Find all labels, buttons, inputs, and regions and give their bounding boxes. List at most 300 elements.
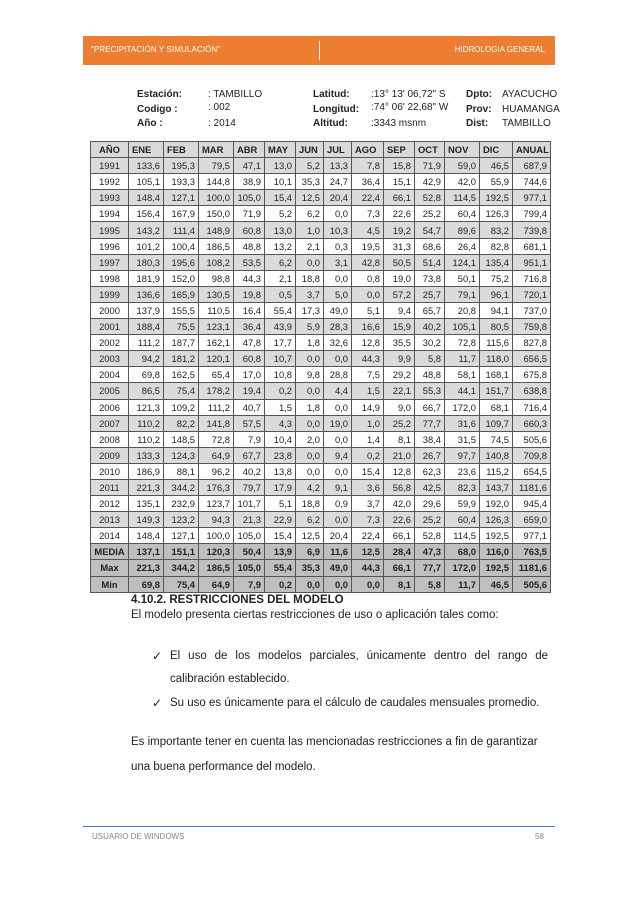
value-cell: 716,8 <box>513 270 551 286</box>
value-cell: 124,3 <box>164 447 199 463</box>
value-cell: 71,9 <box>234 206 265 222</box>
column-header: DIC <box>480 142 513 158</box>
value-cell: 12,8 <box>384 463 415 479</box>
value-cell: 0,0 <box>324 399 352 415</box>
stat-label-cell: Min <box>91 576 129 592</box>
value-cell: 0,0 <box>324 270 352 286</box>
value-cell: 46,5 <box>480 158 513 174</box>
footer-author: USUARIO DE WINDOWS <box>92 832 185 841</box>
value-cell: 143,2 <box>129 222 164 238</box>
value-cell: 22,4 <box>352 528 384 544</box>
value-cell: 98,8 <box>199 270 234 286</box>
value-cell: 25,7 <box>415 286 445 302</box>
year-cell: 2004 <box>91 367 129 383</box>
bullet-1-line-2: calibración establecido. <box>170 673 290 685</box>
table-header-row <box>91 142 551 158</box>
footer-divider <box>83 826 555 827</box>
year-cell: 1998 <box>91 270 129 286</box>
value-cell: 0,0 <box>296 383 324 399</box>
stat-value-cell: 120,3 <box>199 544 234 560</box>
stat-value-cell: 344,2 <box>164 560 199 576</box>
value-cell: 5,1 <box>265 496 296 512</box>
value-cell: 115,6 <box>480 335 513 351</box>
value-cell: 97,7 <box>445 447 480 463</box>
column-header: AGO <box>352 142 384 158</box>
value-cell: 187,7 <box>164 335 199 351</box>
value-cell: 1,4 <box>352 431 384 447</box>
prov-label: Prov: <box>466 104 492 115</box>
section-intro: El modelo presenta ciertas restricciones de uso o aplicación tales como: <box>131 609 499 621</box>
bullet-1-line-1: El uso de los modelos parciales, únicamente dentro del rango de <box>170 650 548 662</box>
value-cell: 155,5 <box>164 302 199 318</box>
value-cell: 114,5 <box>445 528 480 544</box>
value-cell: 66,1 <box>384 528 415 544</box>
stats-row <box>91 576 551 592</box>
value-cell: 105,0 <box>234 190 265 206</box>
value-cell: 0,0 <box>296 351 324 367</box>
value-cell: 17,3 <box>296 302 324 318</box>
value-cell: 22,6 <box>384 512 415 528</box>
value-cell: 9,1 <box>324 479 352 495</box>
stat-value-cell: 44,3 <box>352 560 384 576</box>
year-cell: 2009 <box>91 447 129 463</box>
stat-value-cell: 5,8 <box>415 576 445 592</box>
value-cell: 709,8 <box>513 447 551 463</box>
value-cell: 6,2 <box>296 206 324 222</box>
value-cell: 0,0 <box>324 351 352 367</box>
precipitation-table <box>90 141 551 593</box>
stat-value-cell: 13,9 <box>265 544 296 560</box>
closing-line-2: una buena performance del modelo. <box>131 761 316 773</box>
value-cell: 0,9 <box>324 496 352 512</box>
value-cell: 111,2 <box>199 399 234 415</box>
value-cell: 82,8 <box>480 238 513 254</box>
value-cell: 47,8 <box>234 335 265 351</box>
value-cell: 136,6 <box>129 286 164 302</box>
value-cell: 9,4 <box>384 302 415 318</box>
stat-value-cell: 6,9 <box>296 544 324 560</box>
value-cell: 0,0 <box>296 447 324 463</box>
stat-value-cell: 1181,6 <box>513 560 551 576</box>
table-row <box>91 319 551 335</box>
value-cell: 186,9 <box>129 463 164 479</box>
value-cell: 17,0 <box>234 367 265 383</box>
year-cell: 1993 <box>91 190 129 206</box>
value-cell: 148,5 <box>164 431 199 447</box>
value-cell: 0,0 <box>296 254 324 270</box>
codigo-label: Codigo : <box>137 104 178 115</box>
value-cell: 2,1 <box>265 270 296 286</box>
page-header <box>83 36 555 65</box>
header-title-right: HIDROLOGIA GENERAL <box>454 45 545 54</box>
dpto-label: Dpto: <box>466 89 493 100</box>
value-cell: 22,4 <box>352 190 384 206</box>
value-cell: 0,2 <box>352 447 384 463</box>
value-cell: 114,5 <box>445 190 480 206</box>
estacion-value: : TAMBILLO <box>208 89 263 100</box>
value-cell: 96,1 <box>480 286 513 302</box>
value-cell: 123,7 <box>199 496 234 512</box>
value-cell: 15,4 <box>265 190 296 206</box>
value-cell: 94,3 <box>199 512 234 528</box>
value-cell: 21,3 <box>234 512 265 528</box>
year-cell: 1995 <box>91 222 129 238</box>
value-cell: 60,8 <box>234 351 265 367</box>
value-cell: 57,5 <box>234 415 265 431</box>
value-cell: 75,5 <box>164 319 199 335</box>
value-cell: 675,8 <box>513 367 551 383</box>
stat-value-cell: 12,5 <box>352 544 384 560</box>
value-cell: 13,8 <box>265 463 296 479</box>
stat-value-cell: 192,5 <box>480 560 513 576</box>
value-cell: 16,6 <box>352 319 384 335</box>
value-cell: 659,0 <box>513 512 551 528</box>
value-cell: 167,9 <box>164 206 199 222</box>
value-cell: 111,2 <box>129 335 164 351</box>
value-cell: 799,4 <box>513 206 551 222</box>
table-row <box>91 512 551 528</box>
value-cell: 36,4 <box>352 174 384 190</box>
stat-value-cell: 64,9 <box>199 576 234 592</box>
value-cell: 57,2 <box>384 286 415 302</box>
value-cell: 13,2 <box>265 238 296 254</box>
dpto-value: AYACUCHO <box>502 89 558 100</box>
value-cell: 5,9 <box>296 319 324 335</box>
value-cell: 71,9 <box>415 158 445 174</box>
value-cell: 124,1 <box>445 254 480 270</box>
estacion-label: Estación: <box>137 89 183 100</box>
value-cell: 133,3 <box>129 447 164 463</box>
value-cell: 681,1 <box>513 238 551 254</box>
value-cell: 9,8 <box>296 367 324 383</box>
value-cell: 15,1 <box>384 174 415 190</box>
value-cell: 68,1 <box>480 399 513 415</box>
value-cell: 31,6 <box>445 415 480 431</box>
value-cell: 162,5 <box>164 367 199 383</box>
value-cell: 12,5 <box>296 528 324 544</box>
stat-value-cell: 69,8 <box>129 576 164 592</box>
stat-value-cell: 105,0 <box>234 560 265 576</box>
value-cell: 10,1 <box>265 174 296 190</box>
value-cell: 135,4 <box>480 254 513 270</box>
value-cell: 759,8 <box>513 319 551 335</box>
value-cell: 52,8 <box>415 190 445 206</box>
stat-value-cell: 35,3 <box>296 560 324 576</box>
stat-value-cell: 7,9 <box>234 576 265 592</box>
altitud-label: Altitud: <box>313 118 348 129</box>
value-cell: 6,2 <box>265 254 296 270</box>
value-cell: 144,8 <box>199 174 234 190</box>
value-cell: 19,5 <box>352 238 384 254</box>
value-cell: 31,3 <box>384 238 415 254</box>
value-cell: 75,2 <box>480 270 513 286</box>
value-cell: 0,3 <box>324 238 352 254</box>
column-header: OCT <box>415 142 445 158</box>
dist-value: TAMBILLO <box>502 118 551 129</box>
value-cell: 23,8 <box>265 447 296 463</box>
value-cell: 115,2 <box>480 463 513 479</box>
value-cell: 65,4 <box>199 367 234 383</box>
bullet-2: Su uso es únicamente para el cálculo de caudales mensuales promedio. <box>170 697 540 709</box>
value-cell: 148,4 <box>129 528 164 544</box>
year-cell: 1997 <box>91 254 129 270</box>
value-cell: 945,4 <box>513 496 551 512</box>
value-cell: 24,7 <box>324 174 352 190</box>
value-cell: 40,7 <box>234 399 265 415</box>
value-cell: 3,1 <box>324 254 352 270</box>
stats-row <box>91 544 551 560</box>
stat-value-cell: 28,4 <box>384 544 415 560</box>
value-cell: 110,5 <box>199 302 234 318</box>
value-cell: 82,3 <box>445 479 480 495</box>
value-cell: 44,1 <box>445 383 480 399</box>
stat-value-cell: 46,5 <box>480 576 513 592</box>
value-cell: 65,7 <box>415 302 445 318</box>
table-row <box>91 415 551 431</box>
value-cell: 654,5 <box>513 463 551 479</box>
value-cell: 42,0 <box>445 174 480 190</box>
value-cell: 29,6 <box>415 496 445 512</box>
value-cell: 83,2 <box>480 222 513 238</box>
value-cell: 181,2 <box>164 351 199 367</box>
value-cell: 25,2 <box>415 512 445 528</box>
column-header: NOV <box>445 142 480 158</box>
year-cell: 2000 <box>91 302 129 318</box>
value-cell: 60,8 <box>234 222 265 238</box>
value-cell: 126,3 <box>480 512 513 528</box>
value-cell: 0,0 <box>324 431 352 447</box>
value-cell: 178,2 <box>199 383 234 399</box>
longitud-label: Longitud: <box>313 104 360 115</box>
check-icon: ✓ <box>152 696 163 710</box>
value-cell: 42,9 <box>415 174 445 190</box>
value-cell: 43,9 <box>265 319 296 335</box>
value-cell: 22,9 <box>265 512 296 528</box>
year-cell: 1992 <box>91 174 129 190</box>
value-cell: 108,2 <box>199 254 234 270</box>
anio-value: : 2014 <box>208 118 236 129</box>
value-cell: 6,2 <box>296 512 324 528</box>
column-header: ANUAL <box>513 142 551 158</box>
value-cell: 94,2 <box>129 351 164 367</box>
value-cell: 193,3 <box>164 174 199 190</box>
value-cell: 737,0 <box>513 302 551 318</box>
value-cell: 2,0 <box>296 431 324 447</box>
value-cell: 54,7 <box>415 222 445 238</box>
stat-value-cell: 11,6 <box>324 544 352 560</box>
value-cell: 51,4 <box>415 254 445 270</box>
anio-label: Año : <box>137 118 163 129</box>
column-header: JUN <box>296 142 324 158</box>
value-cell: 12,5 <box>296 190 324 206</box>
value-cell: 3,6 <box>352 479 384 495</box>
value-cell: 0,0 <box>324 512 352 528</box>
value-cell: 148,9 <box>199 222 234 238</box>
value-cell: 110,2 <box>129 431 164 447</box>
value-cell: 1,8 <box>296 335 324 351</box>
value-cell: 195,6 <box>164 254 199 270</box>
value-cell: 10,3 <box>324 222 352 238</box>
value-cell: 130,5 <box>199 286 234 302</box>
dist-label: Dist: <box>466 118 489 129</box>
stat-value-cell: 116,0 <box>480 544 513 560</box>
value-cell: 1,5 <box>352 383 384 399</box>
stat-label-cell: Max <box>91 560 129 576</box>
value-cell: 660,3 <box>513 415 551 431</box>
value-cell: 18,8 <box>296 270 324 286</box>
value-cell: 5,8 <box>415 351 445 367</box>
value-cell: 55,3 <box>415 383 445 399</box>
value-cell: 4,4 <box>324 383 352 399</box>
table-row <box>91 302 551 318</box>
value-cell: 10,8 <box>265 367 296 383</box>
stat-value-cell: 0,0 <box>324 576 352 592</box>
table-row <box>91 351 551 367</box>
value-cell: 109,2 <box>164 399 199 415</box>
value-cell: 13,0 <box>265 222 296 238</box>
value-cell: 42,0 <box>384 496 415 512</box>
value-cell: 15,4 <box>352 463 384 479</box>
table-row <box>91 270 551 286</box>
value-cell: 79,5 <box>199 158 234 174</box>
value-cell: 42,5 <box>415 479 445 495</box>
stat-value-cell: 221,3 <box>129 560 164 576</box>
value-cell: 168,1 <box>480 367 513 383</box>
value-cell: 123,2 <box>164 512 199 528</box>
value-cell: 66,7 <box>415 399 445 415</box>
value-cell: 77,7 <box>415 415 445 431</box>
value-cell: 13,3 <box>324 158 352 174</box>
value-cell: 7,3 <box>352 512 384 528</box>
value-cell: 22,6 <box>384 206 415 222</box>
value-cell: 22,1 <box>384 383 415 399</box>
value-cell: 32,6 <box>324 335 352 351</box>
page-number: 58 <box>535 832 544 841</box>
value-cell: 67,7 <box>234 447 265 463</box>
value-cell: 152,0 <box>164 270 199 286</box>
value-cell: 19,2 <box>384 222 415 238</box>
value-cell: 44,3 <box>352 351 384 367</box>
value-cell: 638,8 <box>513 383 551 399</box>
stat-value-cell: 172,0 <box>445 560 480 576</box>
column-header: SEP <box>384 142 415 158</box>
value-cell: 40,2 <box>415 319 445 335</box>
value-cell: 15,4 <box>265 528 296 544</box>
value-cell: 42,8 <box>352 254 384 270</box>
value-cell: 195,3 <box>164 158 199 174</box>
value-cell: 110,2 <box>129 415 164 431</box>
value-cell: 12,8 <box>352 335 384 351</box>
value-cell: 36,4 <box>234 319 265 335</box>
value-cell: 56,8 <box>384 479 415 495</box>
value-cell: 744,6 <box>513 174 551 190</box>
value-cell: 44,3 <box>234 270 265 286</box>
stat-value-cell: 505,6 <box>513 576 551 592</box>
year-cell: 2014 <box>91 528 129 544</box>
value-cell: 19,0 <box>384 270 415 286</box>
value-cell: 28,3 <box>324 319 352 335</box>
value-cell: 69,8 <box>129 367 164 383</box>
value-cell: 7,9 <box>234 431 265 447</box>
column-header: MAR <box>199 142 234 158</box>
table-row <box>91 222 551 238</box>
column-header: MAY <box>265 142 296 158</box>
table-row <box>91 158 551 174</box>
stats-row <box>91 560 551 576</box>
value-cell: 17,7 <box>265 335 296 351</box>
value-cell: 156,4 <box>129 206 164 222</box>
value-cell: 123,1 <box>199 319 234 335</box>
value-cell: 30,2 <box>415 335 445 351</box>
value-cell: 1181,6 <box>513 479 551 495</box>
value-cell: 105,1 <box>129 174 164 190</box>
value-cell: 47,1 <box>234 158 265 174</box>
value-cell: 977,1 <box>513 528 551 544</box>
value-cell: 25,2 <box>384 415 415 431</box>
value-cell: 82,2 <box>164 415 199 431</box>
value-cell: 35,3 <box>296 174 324 190</box>
stat-value-cell: 77,7 <box>415 560 445 576</box>
stat-value-cell: 763,5 <box>513 544 551 560</box>
value-cell: 9,4 <box>324 447 352 463</box>
table-row <box>91 528 551 544</box>
value-cell: 59,0 <box>445 158 480 174</box>
value-cell: 26,7 <box>415 447 445 463</box>
table-row <box>91 399 551 415</box>
year-cell: 1991 <box>91 158 129 174</box>
value-cell: 505,6 <box>513 431 551 447</box>
value-cell: 3,7 <box>352 496 384 512</box>
value-cell: 19,0 <box>324 415 352 431</box>
value-cell: 14,9 <box>352 399 384 415</box>
stat-value-cell: 68,0 <box>445 544 480 560</box>
value-cell: 0,0 <box>324 463 352 479</box>
value-cell: 101,2 <box>129 238 164 254</box>
table-row <box>91 286 551 302</box>
value-cell: 181,9 <box>129 270 164 286</box>
section-title: 4.10.2. RESTRICCIONES DEL MODELO <box>131 594 344 606</box>
value-cell: 18,8 <box>296 496 324 512</box>
table-row <box>91 190 551 206</box>
stat-value-cell: 186,5 <box>199 560 234 576</box>
value-cell: 55,9 <box>480 174 513 190</box>
column-header: ABR <box>234 142 265 158</box>
value-cell: 79,1 <box>445 286 480 302</box>
table-row <box>91 463 551 479</box>
value-cell: 0,0 <box>296 415 324 431</box>
value-cell: 172,0 <box>445 399 480 415</box>
year-cell: 2008 <box>91 431 129 447</box>
value-cell: 26,4 <box>445 238 480 254</box>
value-cell: 0,5 <box>265 286 296 302</box>
value-cell: 79,7 <box>234 479 265 495</box>
codigo-value: : 002 <box>208 102 231 113</box>
value-cell: 687,9 <box>513 158 551 174</box>
value-cell: 62,3 <box>415 463 445 479</box>
value-cell: 5,2 <box>296 158 324 174</box>
value-cell: 149,3 <box>129 512 164 528</box>
value-cell: 20,8 <box>445 302 480 318</box>
value-cell: 0,0 <box>352 286 384 302</box>
closing-line-1: Es importante tener en cuenta las mencionadas restricciones a fin de garantizar <box>131 736 538 748</box>
value-cell: 74,5 <box>480 431 513 447</box>
value-cell: 58,1 <box>445 367 480 383</box>
value-cell: 64,9 <box>199 447 234 463</box>
value-cell: 4,5 <box>352 222 384 238</box>
value-cell: 5,0 <box>324 286 352 302</box>
value-cell: 19,8 <box>234 286 265 302</box>
latitud-label: Latitud: <box>313 89 350 100</box>
